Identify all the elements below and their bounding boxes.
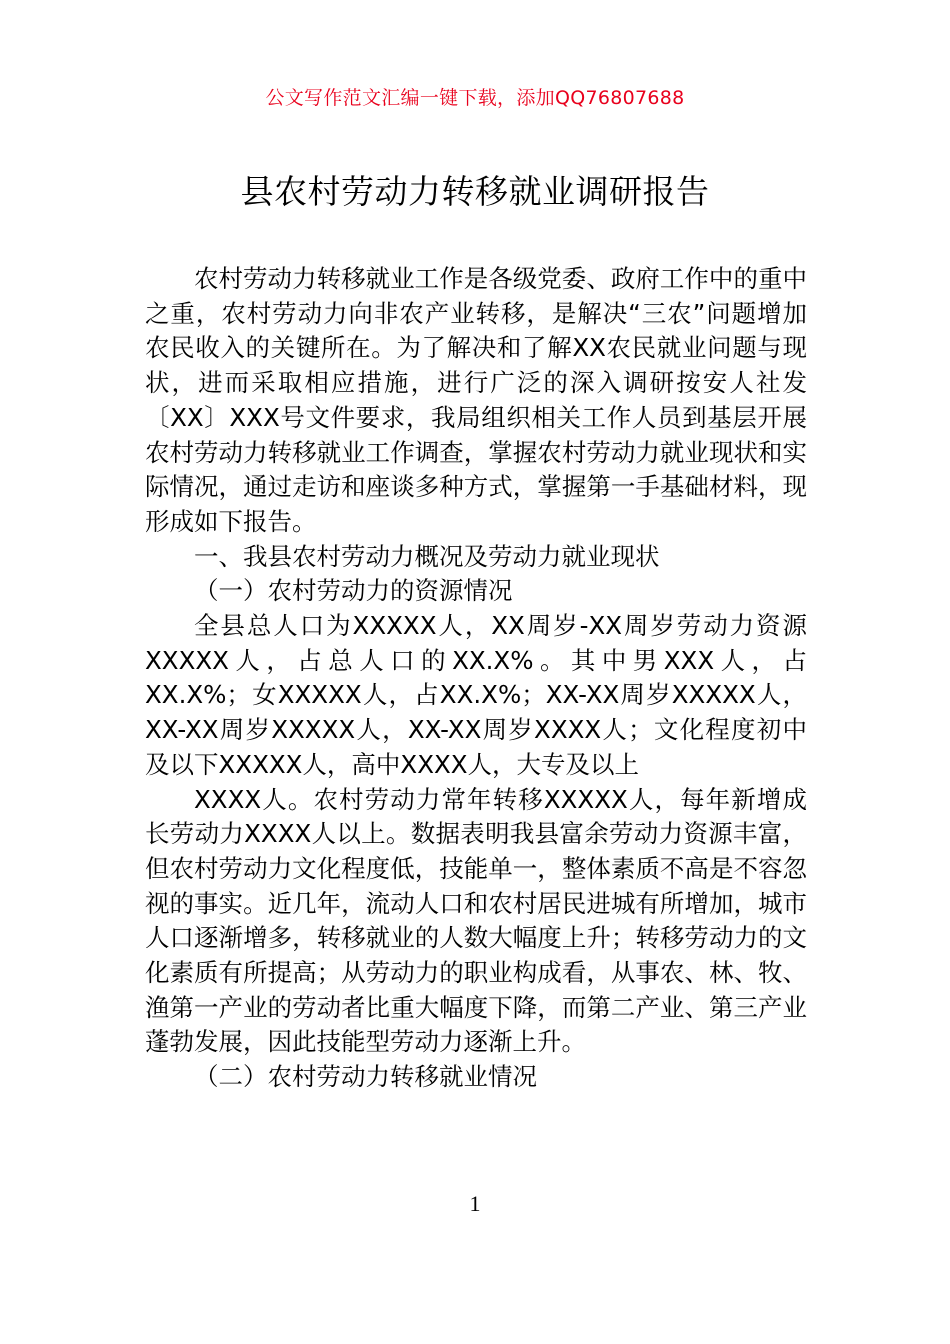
transfer-paragraph: XXXX人。农村劳动力常年转移XXXXX人，每年新增成长劳动力XXXX人以上。数据表明我县富余劳动力资源丰富，但农村劳动力文化程度低，技能单一，整体素质不高是不容忽视的事实。近几年，流动人口和农村居民进城有所增加，城市人口逐渐增多，转移就业的人数大幅度上升；转移劳动力的文化素质有所提高；从劳动力的职业构成看，从事农、林、牧、渔第一产业的劳动者比重大幅度下降，而第二产业、第三产业蓬勃发展，因此技能型劳动力逐渐上升。 (145, 784, 807, 1057)
subsection-heading-1: （一）农村劳动力的资源情况 (194, 576, 513, 606)
document-title: 县农村劳动力转移就业调研报告 (240, 172, 710, 211)
resource-paragraph: 全县总人口为XXXXX人，XX周岁-XX周岁劳动力资源XXXXX人，占总人口的XX.X%。其中男XXX人，占XX.X%；女XXXXX人，占XX.X%；XX-XX周岁XXXXX人，XX-XX周岁XXXXX人，XX-XX周岁XXXX人；文化程度初中及以下XXXXX人，高中XXXX人，大专及以上 (145, 611, 807, 779)
document-body (145, 262, 807, 1095)
subsection-heading-2: （二）农村劳动力转移就业情况 (194, 1062, 537, 1092)
page-number: 1 (469, 1191, 481, 1216)
watermark-text: 公文写作范文汇编一键下载，添加QQ76807688 (265, 87, 685, 109)
section-heading-1: 一、我县农村劳动力概况及劳动力就业现状 (194, 541, 660, 571)
intro-paragraph: 农村劳动力转移就业工作是各级党委、政府工作中的重中之重，农村劳动力向非农产业转移，是解决“三农”问题增加农民收入的关键所在。为了解决和了解XX农民就业问题与现状，进而采取相应措施，进行广泛的深入调研按安人社发〔XX〕XXX号文件要求，我局组织相关工作人员到基层开展农村劳动力转移就业工作调查，掌握农村劳动力就业现状和实际情况，通过走访和座谈多种方式，掌握第一手基础材料，现形成如下报告。 (145, 264, 807, 536)
